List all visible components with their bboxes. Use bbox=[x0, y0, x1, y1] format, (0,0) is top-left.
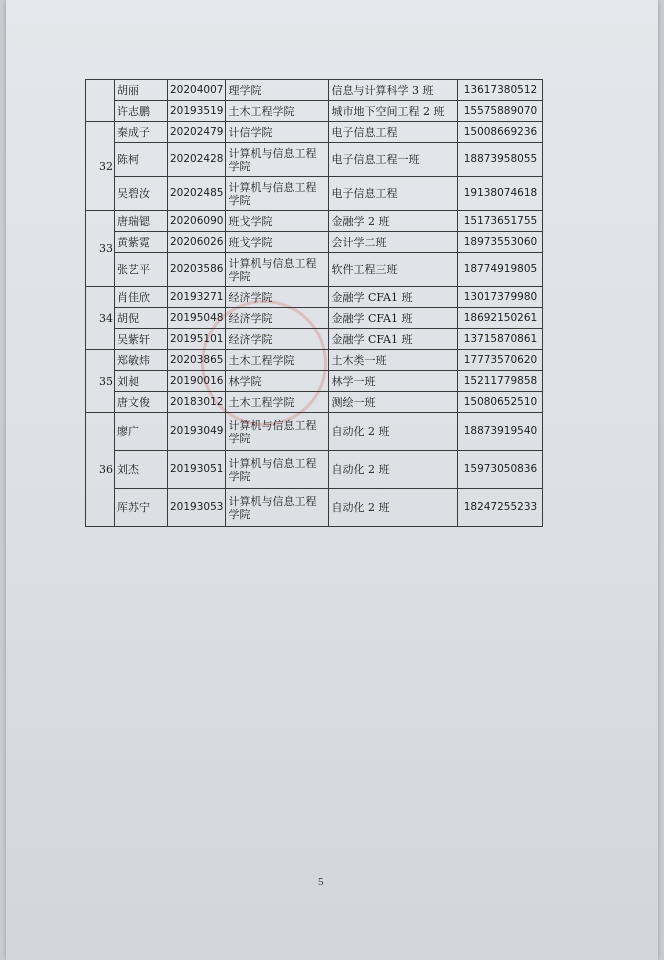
group-number-cell bbox=[86, 80, 115, 122]
phone-cell: 18247255233 bbox=[458, 489, 543, 527]
phone-cell: 18774919805 bbox=[458, 253, 543, 287]
student-id-cell: 20193049 bbox=[168, 413, 226, 451]
college-cell: 计算机与信息工程学院 bbox=[226, 143, 329, 177]
page-number: 5 bbox=[318, 876, 324, 888]
phone-cell: 17773570620 bbox=[458, 350, 543, 371]
college-cell: 班戈学院 bbox=[226, 211, 329, 232]
table-row bbox=[86, 489, 543, 527]
table-row bbox=[86, 122, 543, 143]
college-cell: 计信学院 bbox=[226, 122, 329, 143]
college-cell: 计算机与信息工程学院 bbox=[226, 489, 329, 527]
table-row bbox=[86, 232, 543, 253]
phone-cell: 15211779858 bbox=[458, 371, 543, 392]
college-cell: 经济学院 bbox=[226, 287, 329, 308]
college-cell: 计算机与信息工程学院 bbox=[226, 253, 329, 287]
major-cell: 电子信息工程 bbox=[329, 177, 458, 211]
student-name-cell: 黄紫霓 bbox=[115, 232, 168, 253]
major-cell: 林学一班 bbox=[329, 371, 458, 392]
student-name-cell: 廖广 bbox=[115, 413, 168, 451]
student-id-cell: 20204007 bbox=[168, 80, 226, 101]
major-cell: 自动化 2 班 bbox=[329, 489, 458, 527]
student-name-cell: 张艺平 bbox=[115, 253, 168, 287]
student-name-cell: 秦成子 bbox=[115, 122, 168, 143]
phone-cell: 19138074618 bbox=[458, 177, 543, 211]
table-row bbox=[86, 451, 543, 489]
major-cell: 金融学 2 班 bbox=[329, 211, 458, 232]
major-cell: 测绘一班 bbox=[329, 392, 458, 413]
student-name-cell: 肖佳欣 bbox=[115, 287, 168, 308]
college-cell: 理学院 bbox=[226, 80, 329, 101]
student-name-cell: 郑敏炜 bbox=[115, 350, 168, 371]
major-cell: 土木类一班 bbox=[329, 350, 458, 371]
student-id-cell: 20206090 bbox=[168, 211, 226, 232]
student-id-cell: 20206026 bbox=[168, 232, 226, 253]
table-row bbox=[86, 211, 543, 232]
table-row bbox=[86, 101, 543, 122]
phone-cell: 13617380512 bbox=[458, 80, 543, 101]
student-id-cell: 20195048 bbox=[168, 308, 226, 329]
student-id-cell: 20202485 bbox=[168, 177, 226, 211]
table-row bbox=[86, 308, 543, 329]
student-name-cell: 厍苏宁 bbox=[115, 489, 168, 527]
college-cell: 经济学院 bbox=[226, 329, 329, 350]
student-name-cell: 唐文俊 bbox=[115, 392, 168, 413]
table-row bbox=[86, 177, 543, 211]
college-cell: 班戈学院 bbox=[226, 232, 329, 253]
student-roster-table bbox=[85, 79, 543, 527]
major-cell: 金融学 CFA1 班 bbox=[329, 329, 458, 350]
student-id-cell: 20190016 bbox=[168, 371, 226, 392]
group-number-cell: 35 bbox=[86, 350, 115, 413]
group-number-cell: 34 bbox=[86, 287, 115, 350]
student-id-cell: 20195101 bbox=[168, 329, 226, 350]
phone-cell: 15173651755 bbox=[458, 211, 543, 232]
phone-cell: 13017379980 bbox=[458, 287, 543, 308]
student-name-cell: 吴紫轩 bbox=[115, 329, 168, 350]
group-number-cell: 33 bbox=[86, 211, 115, 287]
phone-cell: 13715870861 bbox=[458, 329, 543, 350]
major-cell: 电子信息工程 bbox=[329, 122, 458, 143]
table-row bbox=[86, 329, 543, 350]
major-cell: 自动化 2 班 bbox=[329, 451, 458, 489]
student-name-cell: 胡倪 bbox=[115, 308, 168, 329]
group-number-cell: 36 bbox=[86, 413, 115, 527]
major-cell: 自动化 2 班 bbox=[329, 413, 458, 451]
college-cell: 计算机与信息工程学院 bbox=[226, 451, 329, 489]
major-cell: 城市地下空间工程 2 班 bbox=[329, 101, 458, 122]
group-number-cell: 32 bbox=[86, 122, 115, 211]
college-cell: 计算机与信息工程学院 bbox=[226, 177, 329, 211]
phone-cell: 15973050836 bbox=[458, 451, 543, 489]
student-id-cell: 20203586 bbox=[168, 253, 226, 287]
major-cell: 金融学 CFA1 班 bbox=[329, 308, 458, 329]
phone-cell: 15008669236 bbox=[458, 122, 543, 143]
table-row bbox=[86, 392, 543, 413]
student-name-cell: 陈柯 bbox=[115, 143, 168, 177]
phone-cell: 15080652510 bbox=[458, 392, 543, 413]
table-row bbox=[86, 371, 543, 392]
student-id-cell: 20203865 bbox=[168, 350, 226, 371]
major-cell: 信息与计算科学 3 班 bbox=[329, 80, 458, 101]
college-cell: 土木工程学院 bbox=[226, 392, 329, 413]
student-name-cell: 胡丽 bbox=[115, 80, 168, 101]
student-id-cell: 20193271 bbox=[168, 287, 226, 308]
roster-body bbox=[86, 80, 543, 527]
student-name-cell: 刘杰 bbox=[115, 451, 168, 489]
student-id-cell: 20193519 bbox=[168, 101, 226, 122]
major-cell: 软件工程三班 bbox=[329, 253, 458, 287]
student-id-cell: 20193053 bbox=[168, 489, 226, 527]
college-cell: 土木工程学院 bbox=[226, 350, 329, 371]
table-row bbox=[86, 253, 543, 287]
major-cell: 会计学二班 bbox=[329, 232, 458, 253]
major-cell: 电子信息工程一班 bbox=[329, 143, 458, 177]
student-name-cell: 许志鹏 bbox=[115, 101, 168, 122]
college-cell: 林学院 bbox=[226, 371, 329, 392]
phone-cell: 18873958055 bbox=[458, 143, 543, 177]
student-id-cell: 20193051 bbox=[168, 451, 226, 489]
student-name-cell: 唐瑞锶 bbox=[115, 211, 168, 232]
student-id-cell: 20183012 bbox=[168, 392, 226, 413]
phone-cell: 18873919540 bbox=[458, 413, 543, 451]
college-cell: 经济学院 bbox=[226, 308, 329, 329]
phone-cell: 18973553060 bbox=[458, 232, 543, 253]
phone-cell: 15575889070 bbox=[458, 101, 543, 122]
student-id-cell: 20202479 bbox=[168, 122, 226, 143]
student-name-cell: 吴碧汝 bbox=[115, 177, 168, 211]
table-row bbox=[86, 143, 543, 177]
table-row bbox=[86, 287, 543, 308]
document-page bbox=[6, 0, 658, 960]
college-cell: 土木工程学院 bbox=[226, 101, 329, 122]
student-id-cell: 20202428 bbox=[168, 143, 226, 177]
table-row bbox=[86, 350, 543, 371]
college-cell: 计算机与信息工程学院 bbox=[226, 413, 329, 451]
table-row bbox=[86, 80, 543, 101]
major-cell: 金融学 CFA1 班 bbox=[329, 287, 458, 308]
table-row bbox=[86, 413, 543, 451]
student-name-cell: 刘昶 bbox=[115, 371, 168, 392]
phone-cell: 18692150261 bbox=[458, 308, 543, 329]
